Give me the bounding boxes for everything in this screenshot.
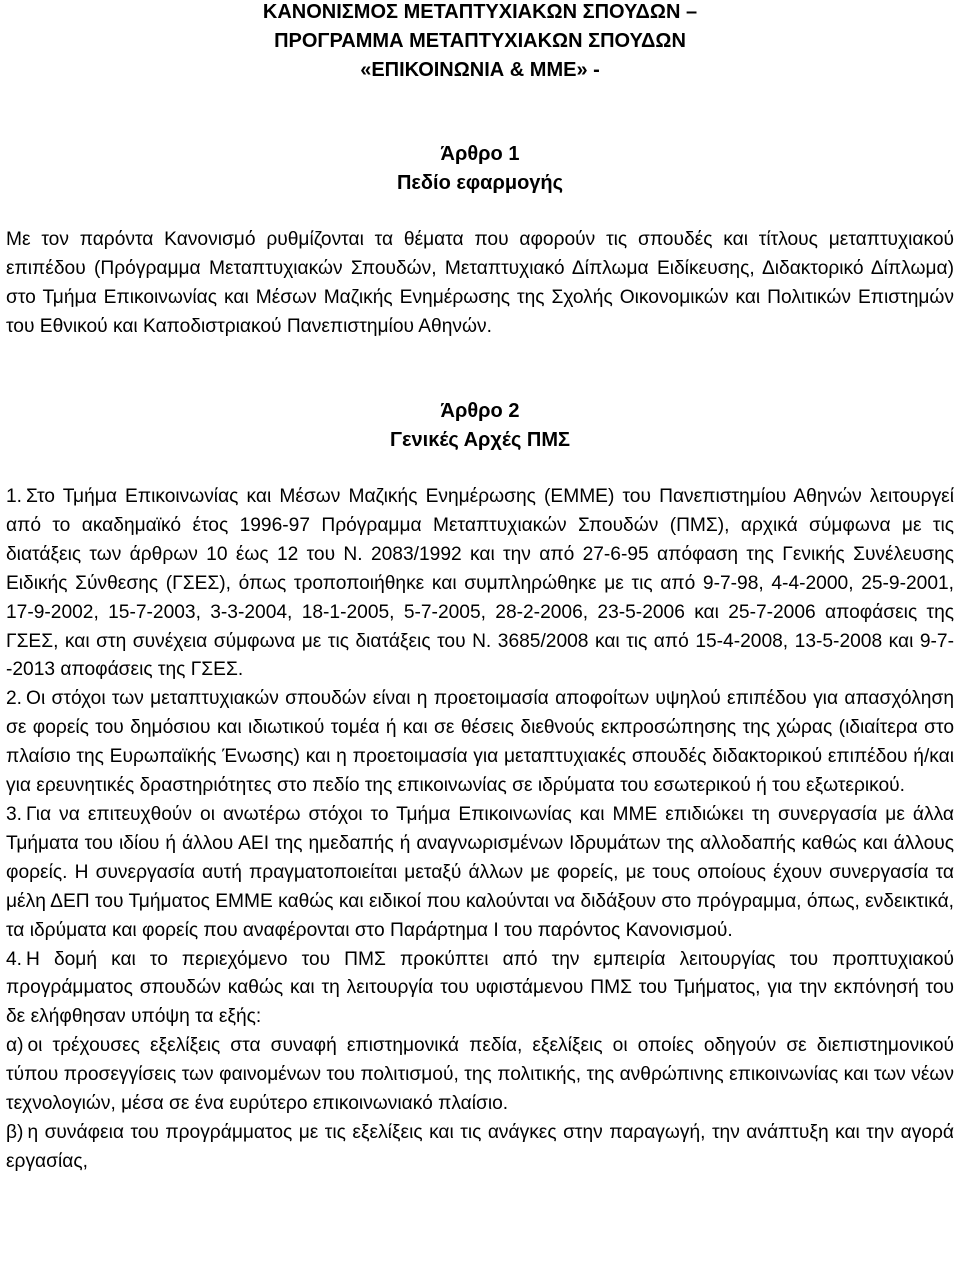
article-2-paragraph-2: [6, 685, 954, 801]
article-1-body: [6, 226, 954, 342]
article-2-title: Γενικές Αρχές ΠΜΣ: [390, 429, 570, 451]
header-line-2: ΠΡΟΓΡΑΜΜΑ ΜΕΤΑΠΤΥΧΙΑΚΩΝ ΣΠΟΥΔΩΝ: [274, 30, 686, 52]
article-2-paragraph-3: [6, 801, 954, 946]
paragraph-text: Στο Τμήμα Επικοινωνίας και Μέσων Μαζικής Ενημέρωσης (ΕΜΜΕ) του Πανεπιστημίου Αθηνών λειτουργεί από το ακαδημαϊκό έτος 1996-97 Πρόγραμμα Μεταπτυχιακών Σπουδών (ΠΜΣ), αρχικά σύμφωνα με τις διατάξεις των άρθρων 10 έως 12 του Ν. 2083/1992 και την από 27-6-95 απόφαση της Γενικής Συνέλευσης Ειδικής Σύνθεσης (ΓΣΕΣ), όπως τροποποιήθηκε και συμπληρώθηκε με τις από 9-7-98, 4-4-2000, 25-9-2001, 17-9-2002, 15-7-2003, 3-3-2004, 18-1-2005, 5-7-2005, 28-2-2006, 23-5-2006 και 25-7-2006 αποφάσεις της ΓΣΕΣ, και στη συνέχεια σύμφωνα με τις διατάξεις του Ν. 3685/2008 και τις από 15-4-2008, 13-5-2008 και 9-7--2013 αποφάσεις της ΓΣΕΣ.: [6, 486, 954, 681]
item-letter: α): [6, 1035, 24, 1057]
article-2-body: [6, 483, 954, 1177]
article-1-paragraph: Με τον παρόντα Κανονισμό ρυθμίζονται τα θέματα που αφορούν τις σπουδές και τίτλους μεταπτυχιακού επιπέδου (Πρόγραμμα Μεταπτυχιακών Σπουδών, Μεταπτυχιακό Δίπλωμα Ειδίκευσης, Διδακτορικό Δίπλωμα) στο Τμήμα Επικοινωνίας και Μέσων Μαζικής Ενημέρωσης της Σχολής Οικονομικών και Πολιτικών Επιστημών του Εθνικού και Καποδιστριακού Πανεπιστημίου Αθηνών.: [6, 229, 954, 337]
article-2-paragraph-1: [6, 483, 954, 685]
article-1-heading: [0, 140, 960, 198]
header-line-3: «ΕΠΙΚΟΙΝΩΝΙΑ & ΜΜΕ» -: [360, 59, 600, 81]
item-text: οι τρέχουσες εξελίξεις στα συναφή επιστημονικά πεδία, εξελίξεις οι οποίες οδηγούν σε διεπιστημονικού τύπου προσεγγίσεις των φαινομένων του πολιτισμού, της πολιτικής, της ανθρώπινης επικοινωνίας και των νέων τεχνολογιών, μέσα σε ένα ευρύτερο επικοινωνιακό πλαίσιο.: [6, 1035, 954, 1115]
paragraph-text: Η δομή και το περιεχόμενο του ΠΜΣ προκύπτει από την εμπειρία λειτουργίας του προπτυχιακού προγράμματος σπουδών καθώς και τη λειτουργία του υφιστάμενου ΠΜΣ του Τμήματος, για την εκπόνησή του δε ελήφθησαν υπόψη τα εξής:: [6, 948, 954, 1028]
paragraph-number: 3.: [6, 803, 23, 825]
article-2-item-b: [6, 1119, 954, 1177]
article-1-title: Πεδίο εφαρμογής: [396, 172, 564, 194]
paragraph-text: Οι στόχοι των μεταπτυχιακών σπουδών είναι η προετοιμασία αποφοίτων υψηλού επιπέδου για απασχόληση σε φορείς του δημόσιου και ιδιωτικού τομέα ή και σε θέσεις διεθνούς εκπροσώπησης της χώρας (ιδιαίτερα στο πλαίσιο της Ευρωπαϊκής Ένωσης) και η προετοιμασία για μεταπτυχιακές σπουδές διδακτορικού επιπέδου ή/και για ερευνητικές δραστηριότητες στο πεδίο της επικοινωνίας σε ιδρύματα του εσωτερικού ή του εξωτερικού.: [6, 688, 954, 797]
item-letter: β): [6, 1121, 24, 1143]
paragraph-number: 4.: [6, 948, 23, 970]
item-text: η συνάφεια του προγράμματος με τις εξελίξεις και τις ανάγκες στην παραγωγή, την ανάπτυξη και την αγορά εργασίας,: [6, 1121, 954, 1172]
article-2-heading: [0, 397, 960, 455]
paragraph-number: 1.: [6, 486, 23, 507]
article-2-item-a: [6, 1032, 954, 1119]
paragraph-text: Για να επιτευχθούν οι ανωτέρω στόχοι το Τμήμα Επικοινωνίας και ΜΜΕ επιδιώκει τη συνεργασία με άλλα Τμήματα του ιδίου ή άλλου ΑΕΙ της ημεδαπής ή αναγνωρισμένων Ιδρυμάτων της αλλοδαπής καθώς και άλλους φορείς. Η συνεργασία αυτή πραγματοποιείται μεταξύ άλλων με φορείς, με τους οποίους έχουν συνεργασία τα μέλη ΔΕΠ του Τμήματος ΕΜΜΕ καθώς και ειδικοί που καλούνται να διδάξουν στο πρόγραμμα, όπως, ενδεικτικά, τα ιδρύματα και φορείς που αναφέρονται στο Παράρτημα Ι του παρόντος Κανονισμού.: [6, 803, 954, 941]
header-line-1: ΚΑΝΟΝΙΣΜΟΣ ΜΕΤΑΠΤΥΧΙΑΚΩΝ ΣΠΟΥΔΩΝ –: [262, 1, 698, 23]
article-1-number: Άρθρο 1: [440, 143, 520, 165]
paragraph-number: 2.: [6, 688, 23, 710]
document-header: [0, 0, 960, 85]
article-2-paragraph-4: [6, 946, 954, 1033]
article-2-number: Άρθρο 2: [440, 400, 520, 422]
